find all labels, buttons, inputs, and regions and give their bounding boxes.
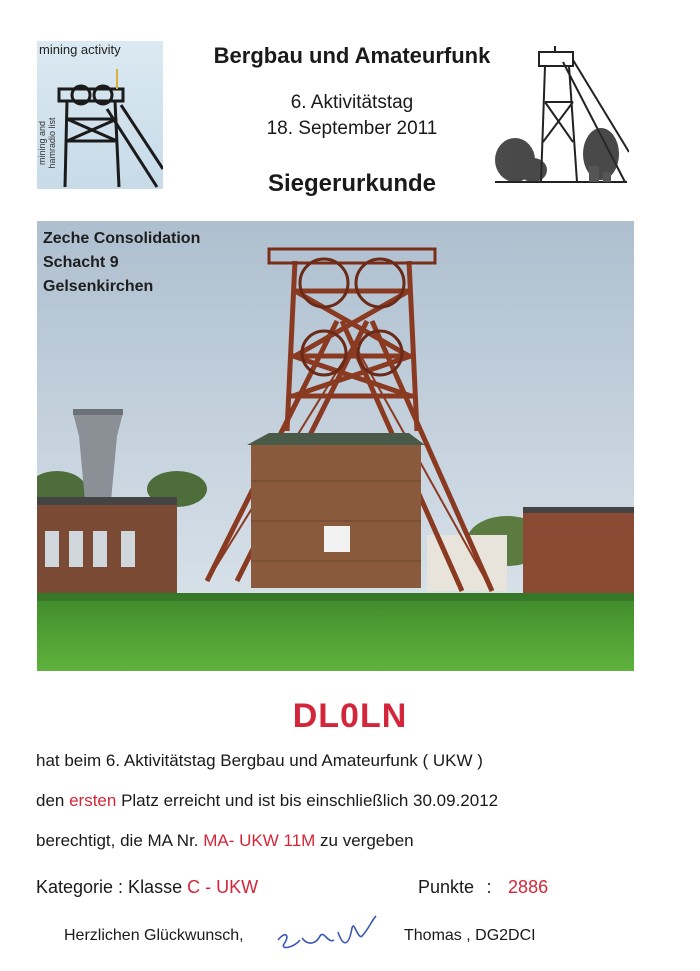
headframe-sketch-icon (493, 42, 629, 196)
event-date: 18. September 2011 (266, 118, 438, 139)
caption-line-2: Schacht 9 (43, 254, 119, 271)
headframe-photo (37, 221, 634, 671)
callsign: DL0LN (292, 697, 408, 735)
caption-line-1: Zeche Consolidation (43, 230, 201, 247)
award-text-line-1: hat beim 6. Aktivitätstag Bergbau und Amateurfunk ( UKW ) (36, 751, 483, 770)
signer: Thomas , DG2DCI (404, 927, 536, 944)
photo-caption (43, 227, 200, 299)
caption-line-3: Gelsenkirchen (43, 278, 154, 295)
category: Kategorie : Klasse C - UKW (36, 877, 259, 897)
logo-title: mining activity (39, 42, 121, 57)
greeting: Herzlichen Glückwunsch, (64, 927, 244, 944)
logo-side-text: mining and hamradio list (37, 117, 57, 169)
points-value: 2886 (508, 877, 549, 897)
signature (272, 910, 382, 960)
event-name: 6. Aktivitätstag (290, 92, 414, 113)
certificate-title: Bergbau und Amateurfunk (213, 43, 491, 68)
award-text-line-3: berechtigt, die MA Nr. MA- UKW 11M zu vergeben (36, 831, 414, 850)
headframe-logo-icon (47, 69, 163, 189)
points: Punkte : 2886 (418, 877, 549, 897)
award-text-line-2: den ersten Platz erreicht und ist bis einschließlich 30.09.2012 (36, 791, 499, 810)
rank-highlight: ersten (69, 791, 117, 810)
category-value: C - UKW (187, 877, 259, 897)
mining-activity-logo (37, 41, 163, 189)
certificate-heading: Siegerurkunde (267, 170, 437, 197)
ma-number: MA- UKW 11M (203, 831, 316, 850)
